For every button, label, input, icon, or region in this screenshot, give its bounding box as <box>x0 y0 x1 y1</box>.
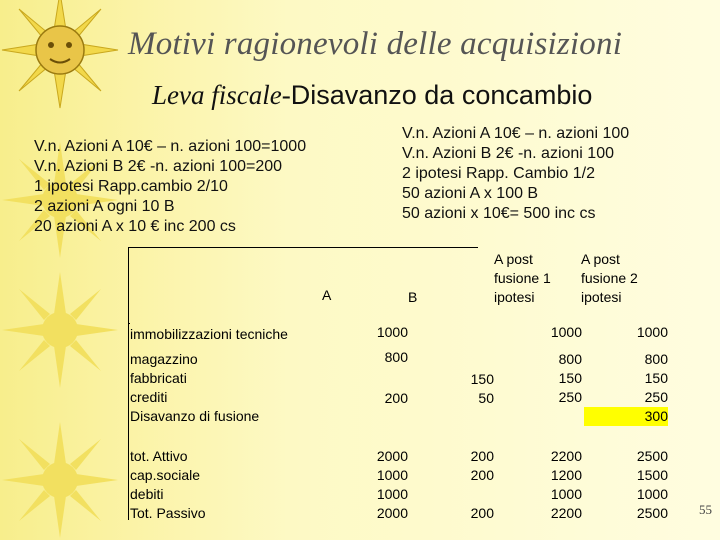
table-cell: 1000 <box>550 324 582 340</box>
table-cell: 2000 <box>376 448 408 464</box>
table-cell: 200 <box>470 448 494 464</box>
header-a: A <box>322 287 332 303</box>
table-cell: 1000 <box>550 486 582 502</box>
table-cell: 1000 <box>376 486 408 502</box>
table-row-label: fabbricati <box>130 370 187 386</box>
sun-icon <box>0 270 120 390</box>
note-line: V.n. Azioni B 2€ -n. azioni 100=200 <box>34 158 283 175</box>
sun-icon <box>0 420 120 540</box>
table-cell: 2200 <box>550 448 582 464</box>
table-border <box>128 323 130 324</box>
table-row-label: tot. Attivo <box>130 448 188 464</box>
table-row-label: cap.sociale <box>130 467 201 483</box>
note-line: 2 ipotesi Rapp. Cambio 1/2 <box>402 165 595 182</box>
subtitle-italic: Leva fiscale- <box>152 80 291 110</box>
slide-subtitle <box>152 80 592 111</box>
table-cell: 200 <box>384 390 408 406</box>
note-line: V.n. Azioni B 2€ -n. azioni 100 <box>402 145 614 162</box>
table-cell: 1000 <box>376 324 408 340</box>
highlighted-cell: 300 <box>584 407 668 426</box>
note-line: 50 azioni x 10€= 500 inc cs <box>402 205 596 222</box>
table-row-label: Disavanzo di fusione <box>130 408 260 424</box>
note-line: 2 azioni A ogni 10 B <box>34 198 175 215</box>
table-cell: 2500 <box>636 448 668 464</box>
page-number: 55 <box>699 502 712 517</box>
table-border <box>128 247 129 520</box>
table-cell: 800 <box>384 349 408 365</box>
table-border <box>128 247 478 248</box>
table-row-label: Tot. Passivo <box>130 505 206 521</box>
table-cell: 1000 <box>376 467 408 483</box>
table-cell: 1000 <box>636 324 668 340</box>
header-post1: A post fusione 1 ipotesi <box>494 251 551 305</box>
table-row-label: immobilizzazioni tecniche <box>130 326 288 342</box>
table-cell: 50 <box>478 390 494 406</box>
table-cell: 250 <box>644 389 668 405</box>
table-cell: 800 <box>558 351 582 367</box>
note-line: 20 azioni A x 10 € inc 200 cs <box>34 218 236 235</box>
table-cell: 150 <box>470 371 494 387</box>
table-cell: 200 <box>470 505 494 521</box>
table-cell: 1200 <box>550 467 582 483</box>
table-cell: 2200 <box>550 505 582 521</box>
note-line: 50 azioni A x 100 B <box>402 185 539 202</box>
header-b: B <box>408 289 418 305</box>
table-row-label: magazzino <box>130 351 198 367</box>
sun-face-icon <box>0 0 120 110</box>
right-notes <box>402 124 629 224</box>
note-line: 1 ipotesi Rapp.cambio 2/10 <box>34 178 228 195</box>
table-cell: 800 <box>644 351 668 367</box>
header-post2: A post fusione 2 ipotesi <box>581 251 638 305</box>
table-cell: 2500 <box>636 505 668 521</box>
table-cell: 150 <box>558 370 582 386</box>
left-notes <box>34 137 306 237</box>
slide-title: Motivi ragionevoli delle acquisizioni <box>128 26 623 62</box>
note-line: V.n. Azioni A 10€ – n. azioni 100=1000 <box>34 138 307 155</box>
table-cell: 250 <box>558 389 582 405</box>
table-cell: 2000 <box>376 505 408 521</box>
table-cell: 200 <box>470 467 494 483</box>
table-cell: 1000 <box>636 486 668 502</box>
table-cell: 1500 <box>636 467 668 483</box>
table-row-label: crediti <box>130 389 168 405</box>
table-cell: 150 <box>644 370 668 386</box>
table-row-label: debiti <box>130 486 164 502</box>
note-line: V.n. Azioni A 10€ – n. azioni 100 <box>402 125 630 142</box>
subtitle-main: Disavanzo da concambio <box>290 80 593 110</box>
